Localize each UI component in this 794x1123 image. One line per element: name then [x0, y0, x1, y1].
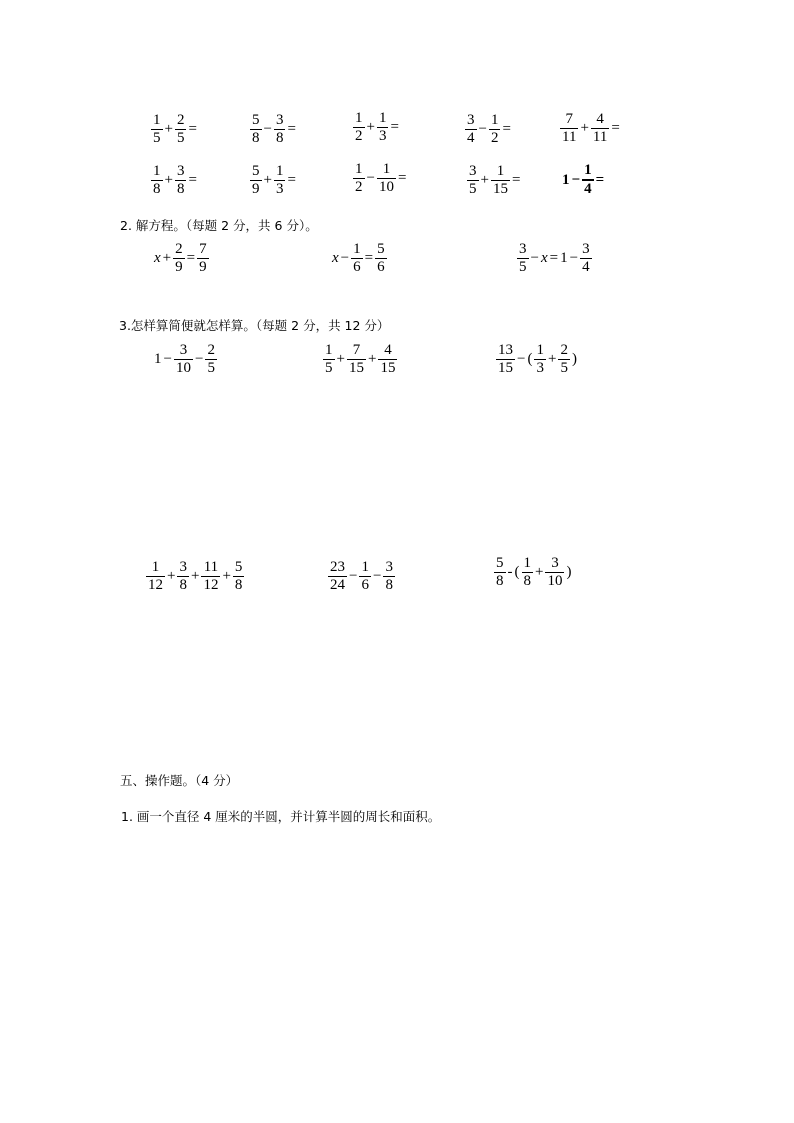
denominator: 5 [560, 360, 568, 376]
denominator: 8 [153, 181, 161, 197]
numerator: 1 [153, 163, 161, 179]
numerator: 1 [378, 110, 387, 126]
fraction [467, 163, 479, 198]
equals-sign: = [397, 170, 407, 186]
denominator: 4 [582, 259, 590, 275]
denominator: 2 [355, 179, 363, 195]
numerator: 5 [377, 241, 385, 257]
numerator: 1 [584, 162, 592, 178]
denominator: 5 [519, 259, 527, 275]
fraction [496, 342, 515, 377]
operator: + [366, 119, 375, 135]
numerator: 13 [498, 342, 513, 358]
variable: x [332, 250, 339, 266]
numerator: 23 [330, 559, 345, 575]
numerator: 1 [490, 112, 499, 128]
fraction-calc-9 [466, 163, 521, 198]
operation-question-1: 1. 画一个直径 4 厘米的半圆，并计算半圆的周长和面积。 [121, 809, 441, 824]
equals-sign: = [390, 119, 399, 135]
fraction [177, 559, 189, 594]
fraction-calc-8 [352, 161, 407, 196]
operator: + [167, 568, 176, 584]
numerator: 5 [496, 555, 504, 571]
operator: + [547, 351, 557, 367]
numerator: 3 [519, 241, 527, 257]
numerator: 7 [565, 111, 573, 127]
numerator: 2 [560, 342, 568, 358]
fraction [347, 342, 366, 377]
denominator: 8 [179, 577, 187, 593]
equals-sign: = [611, 120, 620, 136]
operator: − [340, 250, 350, 266]
numerator: 1 [536, 342, 544, 358]
simplify-heading: 3.怎样算简便就怎样算。（每题 2 分，共 12 分） [119, 318, 390, 333]
numerator: 1 [275, 163, 284, 179]
numerator: 4 [596, 111, 604, 127]
fraction [517, 241, 529, 276]
fraction-calc-1 [150, 112, 198, 147]
variable: x [540, 250, 548, 266]
fraction [580, 241, 592, 276]
denominator: 8 [523, 573, 531, 589]
simplify-problem-4 [145, 559, 245, 594]
simplify-problem-5 [327, 559, 396, 594]
numerator: 2 [207, 342, 215, 358]
operator: − [163, 351, 172, 367]
fraction-calc-3 [352, 110, 400, 145]
numerator: 3 [467, 112, 475, 128]
numerator: 1 [153, 112, 161, 128]
fraction-calc-10 [561, 162, 605, 198]
denominator: 6 [377, 259, 385, 275]
denominator: 9 [175, 259, 183, 275]
right-parenthesis: ) [566, 564, 572, 580]
fraction [205, 342, 217, 377]
operator: - [507, 564, 513, 580]
denominator: 12 [148, 577, 163, 593]
fraction [173, 241, 185, 276]
right-parenthesis: ) [571, 351, 577, 367]
equation-3 [516, 241, 593, 276]
equals-sign: = [595, 171, 605, 188]
operator: + [336, 351, 345, 367]
denominator: 10 [547, 573, 563, 589]
fraction-calc-4 [464, 112, 512, 147]
fraction [250, 163, 262, 198]
denominator: 3 [275, 181, 284, 197]
equals-sign: = [188, 172, 197, 188]
numerator: 3 [179, 342, 188, 358]
numerator: 1 [355, 161, 363, 177]
denominator: 24 [330, 577, 345, 593]
fraction [545, 555, 564, 590]
fraction [560, 111, 578, 146]
denominator: 2 [355, 128, 363, 144]
fraction [151, 112, 163, 147]
numerator: 1 [325, 342, 333, 358]
operator: − [372, 568, 382, 584]
numerator: 1 [523, 555, 531, 571]
operator: − [571, 171, 581, 188]
simplify-problem-6 [493, 555, 572, 590]
denominator: 15 [498, 360, 513, 376]
fraction [274, 112, 286, 147]
equation-1 [153, 241, 210, 276]
numerator: 3 [582, 241, 590, 257]
numerator: 1 [382, 161, 391, 177]
operator: − [517, 351, 526, 367]
left-parenthesis: ( [527, 351, 533, 367]
operator: + [162, 250, 172, 266]
operator: − [478, 121, 487, 137]
fraction [378, 342, 397, 377]
fraction [582, 162, 594, 198]
fraction [175, 163, 187, 198]
operator: + [222, 568, 231, 584]
equals-sign: = [364, 250, 374, 266]
fraction [558, 342, 570, 377]
numerator: 7 [199, 241, 207, 257]
fraction [175, 112, 187, 147]
numerator: 2 [175, 241, 183, 257]
fraction [353, 110, 365, 145]
fraction [489, 112, 501, 147]
simplify-problem-1 [153, 342, 218, 377]
fraction [146, 559, 165, 594]
operator: − [530, 250, 539, 266]
equals-sign: = [549, 250, 559, 266]
fraction-calc-6 [150, 163, 198, 198]
fraction [534, 342, 546, 377]
equals-sign: = [502, 121, 511, 137]
operation-heading: 五、操作题。（4 分） [120, 773, 239, 788]
fraction [233, 559, 245, 594]
denominator: 5 [325, 360, 333, 376]
fraction [383, 559, 395, 594]
fraction [494, 555, 506, 590]
denominator: 8 [385, 577, 393, 593]
whole-number: 1 [562, 171, 570, 188]
equals-sign: = [186, 250, 196, 266]
operator: + [190, 568, 200, 584]
operator: + [367, 351, 377, 367]
equals-sign: = [188, 121, 197, 137]
fraction [197, 241, 209, 276]
operator: + [164, 121, 173, 137]
fraction [522, 555, 534, 590]
fraction [274, 163, 286, 198]
fraction [201, 559, 220, 594]
denominator: 3 [536, 360, 544, 376]
fraction [174, 342, 193, 377]
denominator: 6 [353, 259, 361, 275]
fraction [491, 163, 510, 198]
fraction [377, 110, 389, 145]
fraction-calc-5 [559, 111, 621, 146]
denominator: 10 [378, 179, 394, 195]
numerator: 3 [179, 559, 187, 575]
numerator: 2 [176, 112, 185, 128]
operator: − [194, 351, 204, 367]
numerator: 3 [385, 559, 393, 575]
operator: + [480, 172, 489, 188]
operator: + [535, 564, 544, 580]
numerator: 1 [355, 110, 363, 126]
equation-2 [331, 241, 388, 276]
equals-sign: = [287, 172, 296, 188]
denominator: 8 [234, 577, 243, 593]
denominator: 10 [175, 360, 191, 376]
fraction [591, 111, 609, 146]
fraction [250, 112, 262, 147]
denominator: 12 [203, 577, 219, 593]
denominator: 15 [380, 360, 396, 376]
numerator: 5 [252, 163, 260, 179]
denominator: 9 [252, 181, 260, 197]
equals-sign: = [287, 121, 296, 137]
numerator: 1 [353, 241, 361, 257]
fraction-calc-7 [249, 163, 297, 198]
denominator: 2 [490, 130, 499, 146]
simplify-problem-2 [322, 342, 398, 377]
denominator: 8 [496, 573, 504, 589]
numerator: 7 [352, 342, 361, 358]
denominator: 5 [207, 360, 215, 376]
numerator: 1 [151, 559, 160, 575]
operator: − [366, 170, 375, 186]
simplify-problem-3 [495, 342, 578, 377]
denominator: 4 [467, 130, 475, 146]
denominator: 5 [176, 130, 185, 146]
operator: − [263, 121, 272, 137]
fraction [151, 163, 163, 198]
numerator: 3 [275, 112, 284, 128]
denominator: 9 [199, 259, 207, 275]
denominator: 6 [361, 577, 369, 593]
fraction [323, 342, 335, 377]
denominator: 5 [469, 181, 477, 197]
operator: + [263, 172, 272, 188]
denominator: 8 [252, 130, 260, 146]
denominator: 3 [378, 128, 387, 144]
numerator: 1 [496, 163, 505, 179]
numerator: 5 [234, 559, 243, 575]
left-parenthesis: ( [514, 564, 520, 580]
operator: + [164, 172, 173, 188]
fraction [375, 241, 387, 276]
denominator: 8 [275, 130, 284, 146]
whole-number: 1 [560, 250, 568, 266]
numerator: 4 [384, 342, 392, 358]
denominator: 11 [592, 129, 608, 145]
fraction [465, 112, 477, 147]
denominator: 15 [348, 360, 364, 376]
operator: − [569, 250, 579, 266]
numerator: 3 [469, 163, 477, 179]
numerator: 1 [361, 559, 369, 575]
denominator: 8 [176, 181, 185, 197]
fraction [359, 559, 371, 594]
numerator: 3 [176, 163, 185, 179]
numerator: 11 [203, 559, 219, 575]
operator: − [349, 568, 358, 584]
numerator: 3 [551, 555, 559, 571]
operator: + [580, 120, 589, 136]
variable: x [154, 250, 161, 266]
whole-number: 1 [154, 351, 162, 367]
fraction [351, 241, 363, 276]
fraction [328, 559, 347, 594]
denominator: 11 [562, 129, 577, 145]
fraction [377, 161, 396, 196]
denominator: 5 [153, 130, 161, 146]
equals-sign: = [511, 172, 521, 188]
fraction [353, 161, 365, 196]
fraction-calc-2 [249, 112, 297, 147]
denominator: 15 [492, 181, 508, 197]
equations-heading: 2. 解方程。（每题 2 分，共 6 分）。 [120, 218, 318, 233]
denominator: 4 [584, 181, 592, 197]
numerator: 5 [252, 112, 260, 128]
